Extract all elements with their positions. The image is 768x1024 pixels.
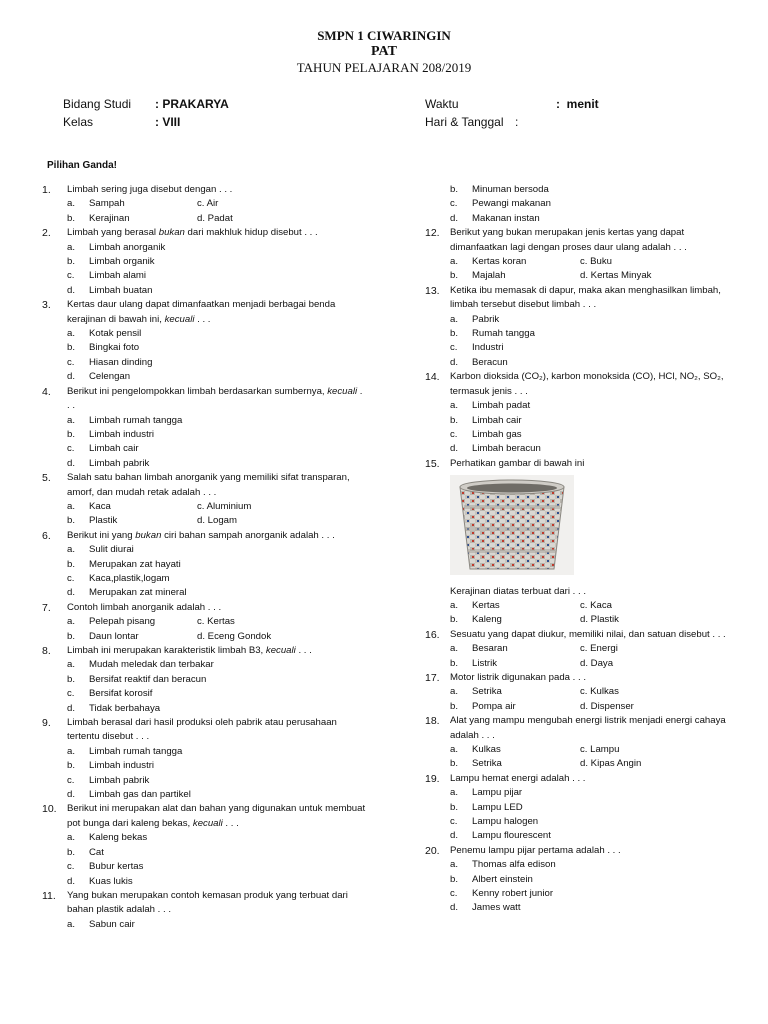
date-label: Hari & Tanggal (425, 115, 504, 129)
option: Kertas (472, 599, 500, 611)
option: d. Eceng Gondok (197, 630, 272, 642)
option: Daun lontar (89, 630, 139, 642)
option: Kaleng (472, 614, 502, 626)
question-19: 19. Lampu hemat energi adalah . . . (425, 772, 586, 785)
question-20: 20. Penemu lampu pijar pertama adalah . . . (425, 844, 621, 857)
option: Bersifat reaktif dan beracun (89, 673, 207, 685)
option: Sampah (89, 198, 125, 210)
options-1: a. Sampah c. Air b. Kerajinan d. Padat (42, 197, 367, 226)
left-column: 1. Limbah sering juga disebut dengan . . . a. Sampah c. Air b. Kerajinan d. Padat 2. Limbah yang berasal bukan dari makhluk hidup disebut . . . a. Limbah anorganik b. Limbah organik c. Limbah alami d. Limbah buatan 3. Kertas daur ulang dapat dimanfaatkan menjadi berbagai benda kerajinan di bawah ini, kecuali . . . a. Kotak pensil b. Bingkai foto c. Hiasan dinding d. Celengan 4. Berikut ini pengelompokkan limbah berdasarkan sumbernya, kecuali . . . a. Limbah rumah tangga b. Limbah industri c. Limbah cair d. Limbah pabrik 5. Salah satu bahan limbah anorganik yang memiliki sifat transparan, amorf, dan mudah retak adalah . . . a. Kaca c. Aluminium b. Plastik d. Logam 6. Berikut ini yang bukan ciri bahan sampah anorganik adalah . . . a. Sulit diurai b. Merupakan zat hayati c. Kaca,plastik,logam d. Merupakan zat mineral 7. Contoh limbah anorganik adalah . . . a. Pelepah pisang c. Kertas b. Daun lontar d. Eceng Gondok 8. Limbah ini merupakan karakteristik limbah B3, kecuali . . . a. Mudah meledak dan terbakar b. Bersifat reaktif dan beracun c. Bersifat korosif d. Tidak berbahaya 9. Limbah berasal dari hasil produksi oleh pabrik atau perusahaan tertentu disebut . . . a. Limbah rumah tangga b. Limbah industri c. Limbah pabrik d. Limbah gas dan partikel 10. Berikut ini merupakan alat dan bahan yang digunakan untuk membuat pot bunga dari kaleng bekas, kecuali . . . a. Kaleng bekas b. Cat c. Bubur kertas d. Kuas lukis 11. Yang bukan merupakan contoh kemasan produk yang terbuat dari bahan plastik adalah . . . a. Sabun cair (42, 183, 367, 932)
option: Minuman bersoda (472, 184, 549, 195)
option: c. Kaca (580, 599, 612, 611)
option: Pewangi makanan (472, 198, 551, 210)
option: Hiasan dinding (89, 356, 153, 368)
option: Thomas alfa edison (472, 859, 556, 871)
option: Limbah rumah tangga (89, 414, 183, 426)
question-4: 4. Berikut ini pengelompokkan limbah berdasarkan sumbernya, kecuali . . . (42, 385, 363, 412)
option: Limbah rumah tangga (89, 745, 183, 757)
option: Mudah meledak dan terbakar (89, 659, 214, 671)
option: Setrika (472, 758, 502, 770)
option: Kotak pensil (89, 328, 142, 340)
option: Kuas lukis (89, 875, 133, 887)
option: Setrika (472, 686, 502, 698)
option: Sulit diurai (89, 544, 134, 556)
time-label: Waktu (425, 97, 459, 111)
question-7: 7. Contoh limbah anorganik adalah . . . (42, 601, 222, 614)
option: Kerajinan (89, 212, 130, 224)
option: Kulkas (472, 744, 501, 755)
option: d. Kipas Angin (580, 758, 642, 770)
option: Bingkai foto (89, 342, 140, 354)
option: c. Aluminium (197, 500, 252, 512)
class-value: : VIII (155, 115, 181, 129)
exam-title: PAT (371, 44, 397, 59)
option: Industri (472, 342, 504, 354)
option: d. Kertas Minyak (580, 270, 652, 282)
option: Cat (89, 846, 104, 858)
question-8: 8. Limbah ini merupakan karakteristik limbah B3, kecuali . . . (42, 645, 312, 657)
school-name: SMPN 1 CIWARINGIN (317, 28, 451, 43)
option: c. Lampu (580, 744, 620, 755)
option: c. Air (197, 198, 219, 210)
option: Lampu LED (472, 801, 523, 813)
option: Kaca (89, 500, 111, 512)
option: Limbah pabrik (89, 774, 150, 786)
option: Limbah industri (89, 760, 155, 772)
option: Pompa air (472, 700, 516, 712)
option: Merupakan zat hayati (89, 558, 181, 570)
option: Pelepah pisang (89, 616, 156, 628)
option: Kenny robert junior (472, 888, 554, 900)
option: c. Energi (580, 643, 618, 655)
option: Bubur kertas (89, 861, 144, 873)
question-1: 1. Limbah sering juga disebut dengan . . . (42, 184, 233, 196)
question-13: 13. Ketika ibu memasak di dapur, maka akan menghasilkan limbah, limbah tersebut disebut limbah . . . (425, 284, 721, 311)
time-value: : menit (556, 97, 599, 111)
question-15-prompt: Kerajinan diatas terbuat dari . . . (450, 585, 586, 597)
option: Limbah gas dan partikel (89, 789, 191, 801)
option: Limbah anorganik (89, 241, 166, 253)
option: Lampu flourescent (472, 830, 551, 842)
option: Limbah alami (89, 270, 147, 282)
option: Bersifat korosif (89, 688, 153, 700)
option: Merupakan zat mineral (89, 587, 187, 599)
option: Limbah gas (472, 428, 522, 440)
option: d. Dispenser (580, 700, 634, 712)
question-9: 9. Limbah berasal dari hasil produksi oleh pabrik atau perusahaan tertentu disebut . . . (42, 717, 337, 743)
option: Kaleng bekas (89, 832, 148, 844)
subject-value: : PRAKARYA (155, 97, 229, 111)
option: Limbah beracun (472, 443, 541, 455)
option: James watt (472, 902, 521, 914)
option: Tidak berbahaya (89, 702, 161, 714)
question-10: 10. Berikut ini merupakan alat dan bahan yang digunakan untuk membuat pot bunga dari kaleng bekas, kecuali . . . (42, 803, 366, 829)
question-12: 12. Berikut yang bukan merupakan jenis kertas yang dapat dimanfaatkan lagi dengan proses daur ulang adalah . . . (425, 227, 687, 253)
woven-basket-image (450, 475, 574, 575)
option: Limbah cair (89, 443, 139, 455)
option: d. Padat (197, 212, 233, 224)
class-label: Kelas (63, 115, 94, 129)
question-16: 16. Sesuatu yang dapat diukur, memiliki nilai, dan satuan disebut . . . (425, 628, 726, 641)
option: Kertas koran (472, 256, 527, 268)
option: Limbah pabrik (89, 457, 150, 469)
option: Listrik (472, 657, 498, 669)
option: d. Plastik (580, 614, 619, 626)
option: Albert einstein (472, 873, 533, 885)
question-6: 6. Berikut ini yang bukan ciri bahan sampah anorganik adalah . . . (42, 529, 335, 542)
question-2: 2. Limbah yang berasal bukan dari makhluk hidup disebut . . . (42, 227, 318, 240)
option: Rumah tangga (472, 328, 535, 340)
option: Limbah buatan (89, 284, 153, 296)
question-15: 15. Perhatikan gambar di bawah ini (425, 457, 585, 470)
option: Makanan instan (472, 212, 540, 224)
option: Lampu pijar (472, 787, 523, 799)
option: Besaran (472, 643, 508, 655)
section-title: Pilihan Ganda! (47, 160, 118, 171)
question-11: 11. Yang bukan merupakan contoh kemasan produk yang terbuat dari bahan plastik adalah . . . (42, 889, 348, 916)
option: c. Kertas (197, 616, 235, 628)
option: Limbah organik (89, 256, 155, 268)
date-value: : (515, 115, 519, 129)
question-5: 5. Salah satu bahan limbah anorganik yang memiliki sifat transparan, amorf, dan mudah retak adalah . . . (42, 472, 350, 498)
option: d. Daya (580, 657, 614, 669)
option: Limbah padat (472, 400, 531, 412)
option: Limbah industri (89, 428, 155, 440)
subject-label: Bidang Studi (63, 97, 132, 111)
option: Pabrik (472, 313, 500, 325)
option: Lampu halogen (472, 816, 539, 828)
academic-year: TAHUN PELAJARAN 208/2019 (296, 60, 472, 75)
option: Celengan (89, 371, 131, 383)
option: c. Buku (580, 256, 612, 268)
option: c. Kulkas (580, 686, 619, 698)
option: Beracun (472, 356, 508, 368)
option: Majalah (472, 270, 506, 282)
right-column: b. Minuman bersoda c. Pewangi makanan d. Makanan instan 12. Berikut yang bukan merupakan jenis kertas yang dapat dimanfaatkan lagi dengan proses daur ulang adalah . . . a. Kertas koran c. Buku b. Majalah d. Kertas Minyak 13. Ketika ibu memasak di dapur, maka akan menghasilkan limbah, limbah tersebut disebut limbah . . . a. Pabrik b. Rumah tangga c. Industri d. Beracun 14. Karbon dioksida (CO₂), karbon monoksida (CO), HCl, NO₂, SO₂, termasuk jenis . . . a. Limbah padat b. Limbah cair c. Limbah gas d. Limbah beracun 15. Perhatikan gambar di bawah ini Kerajinan diatas terbuat dari . . . a. Kertas c. Kaca b. Kaleng d. Plastik 16. Sesuatu yang dapat diukur, memiliki nilai, dan satuan disebut . . . a. Besaran c. Energi b. Listrik d. Daya 17. Motor listrik digunakan pada . . . a. Setrika c. Kulkas b. Pompa air d. Dispenser 18. Alat yang mampu mengubah energi listrik menjadi energi cahaya adalah . . . a. Kulkas c. Lampu b. Setrika d. Kipas Angin 19. Lampu hemat energi adalah . . . a. Lampu pijar b. Lampu LED c. Lampu halogen d. Lampu flourescent 20. Penemu lampu pijar pertama adalah . . . a. Thomas alfa edison b. Albert einstein c. Kenny robert junior d. James watt (425, 183, 743, 916)
question-3: 3. Kertas daur ulang dapat dimanfaatkan menjadi berbagai benda kerajinan di bawah ini, kecuali . . . (42, 299, 336, 325)
question-17: 17. Motor listrik digunakan pada . . . (425, 671, 586, 684)
option: Limbah cair (472, 414, 522, 426)
option: Sabun cair (89, 918, 135, 930)
question-14: 14. Karbon dioksida (CO₂), karbon monoksida (CO), HCl, NO₂, SO₂, termasuk jenis . . . (425, 371, 724, 397)
option: d. Logam (197, 515, 238, 527)
option: Kaca,plastik,logam (89, 572, 170, 584)
question-18: 18. Alat yang mampu mengubah energi listrik menjadi energi cahaya adalah . . . (425, 715, 726, 741)
option: Plastik (89, 515, 118, 527)
